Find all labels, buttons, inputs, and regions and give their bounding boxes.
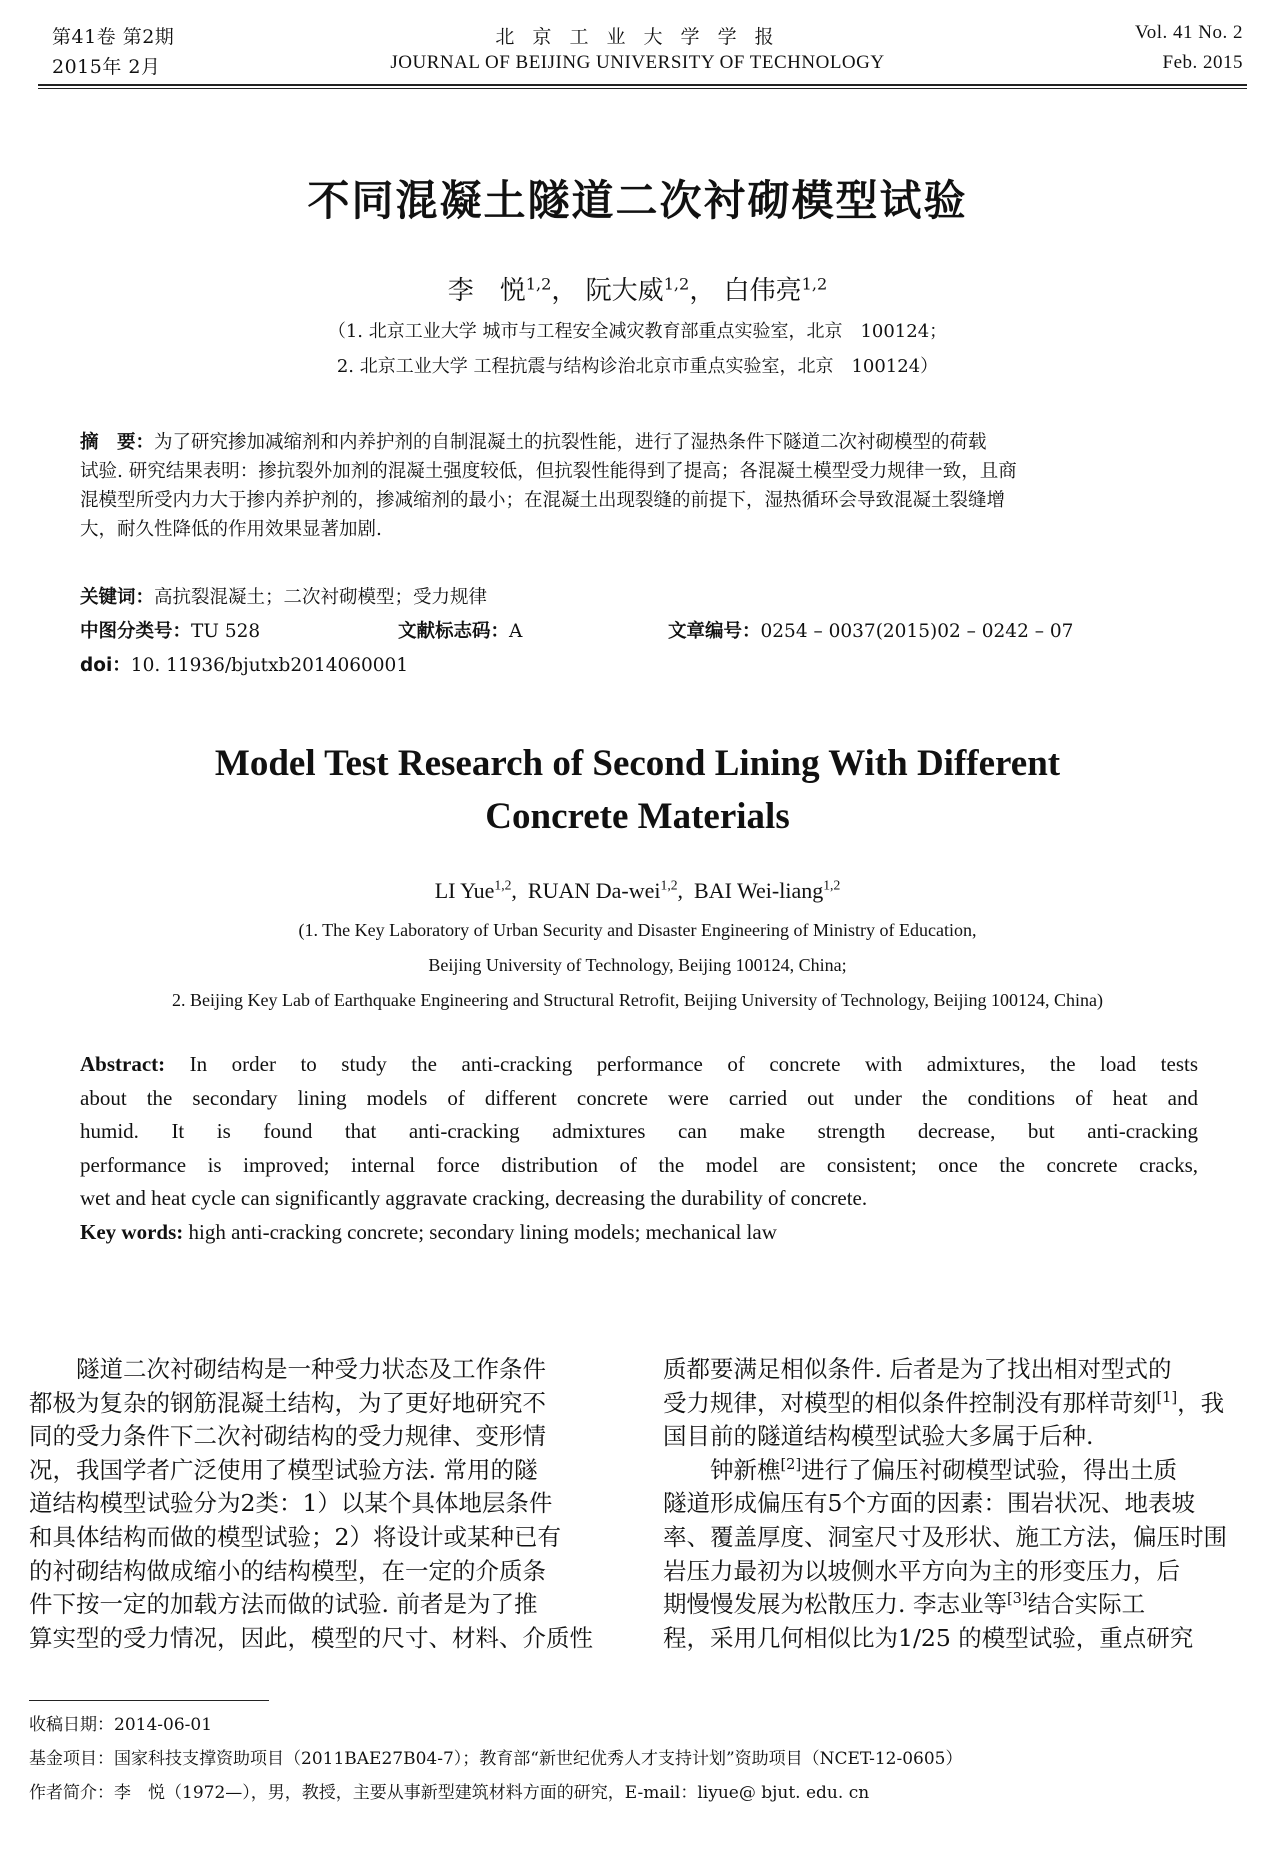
- clc-number: [80, 617, 260, 643]
- doi-value: 10. 11936/bjutxb2014060001: [130, 655, 409, 676]
- abstract-cn-line: 为了研究掺加减缩剂和内养护剂的自制混凝土的抗裂性能，进行了湿热条件下隧道二次衬砌模型的荷载: [154, 432, 987, 453]
- abstract-en-line: humid. It is found that anti-cracking admixtures can make strength decrease, but anti-cracking: [80, 1119, 1198, 1143]
- abstract-cn-line: 试验. 研究结果表明：掺抗裂外加剂的混凝土强度较低，但抗裂性能得到了提高；各混凝土模型受力规律一致，且商: [80, 461, 1017, 482]
- body-text: 受力规律，对模型的相似条件控制没有那样苛刻: [663, 1388, 1157, 1417]
- body-text: 期慢慢发展为松散压力. 李志业等: [663, 1590, 1007, 1619]
- body-line: 隧道二次衬砌结构是一种受力状态及工作条件: [29, 1355, 546, 1383]
- body-line: 的衬砌结构做成缩小的结构模型，在一定的介质条: [29, 1556, 546, 1585]
- affiliation-en-3: 2. Beijing Key Lab of Earthquake Engineering and Structural Retrofit, Beijing University of Technology, Beijing 100124, China): [171, 990, 1104, 1010]
- author-2-en: RUAN Da-wei: [527, 878, 661, 903]
- header-journal-en: JOURNAL OF BEIJING UNIVERSITY OF TECHNOLOGY: [390, 52, 885, 73]
- author-1-en: LI Yue: [434, 878, 495, 903]
- affiliation-cn-2: 2. 北京工业大学 工程抗震与结构诊治北京市重点实验室，北京 100124）: [336, 356, 939, 377]
- citation-2[interactable]: [2]: [780, 1455, 802, 1473]
- body-line: 况，我国学者广泛使用了模型试验方法. 常用的隧: [29, 1455, 538, 1484]
- header-volume: 第41卷 第2期: [52, 26, 175, 48]
- author-3-en: BAI Wei-liang: [694, 878, 824, 903]
- article-number-label: 文章编号：: [668, 621, 761, 642]
- citation-1[interactable]: [1]: [1156, 1388, 1178, 1406]
- author-1-cn: 李 悦: [447, 276, 526, 306]
- abstract-en-line: wet and heat cycle can significantly aggravate cracking, decreasing the durability of concrete.: [80, 1186, 868, 1210]
- doc-code-label: 文献标志码：: [398, 621, 510, 642]
- citation-3[interactable]: [3]: [1006, 1590, 1028, 1608]
- document-code: [398, 617, 522, 643]
- abstract-cn: [80, 428, 1198, 544]
- body-line: [663, 1588, 1253, 1622]
- author-sep: ，: [551, 276, 578, 306]
- abstract-cn-label: 摘 要：: [80, 432, 155, 453]
- author-2-sup: 1,2: [663, 274, 690, 294]
- header-rule-thin: [38, 88, 1247, 89]
- keywords-cn-value: 高抗裂混凝土；二次衬砌模型；受力规律: [154, 587, 488, 608]
- footnote-funding: 基金项目：国家科技支撑资助项目（2011BAE27B04-7）；教育部“新世纪优秀人才支持计划”资助项目（NCET-12-0605）: [29, 1749, 963, 1769]
- doi-label: doi：: [80, 655, 131, 676]
- page-title-cn: 不同混凝土隧道二次衬砌模型试验: [307, 176, 968, 225]
- header-date-en: Feb. 2015: [1162, 52, 1243, 73]
- article-number: [668, 617, 1073, 643]
- header-date-cn: 2015年 2月: [52, 56, 161, 78]
- body-line: 算实型的受力情况，因此，模型的尺寸、材料、介质性: [29, 1623, 593, 1652]
- body-text: 结合实际工: [1027, 1590, 1146, 1619]
- doc-code-value: A: [509, 621, 523, 642]
- author-1-en-sup: 1,2: [494, 877, 512, 893]
- keywords-cn: [80, 583, 487, 609]
- body-line: 件下按一定的加载方法而做的试验. 前者是为了推: [29, 1590, 538, 1619]
- abstract-en-label: Abstract:: [80, 1052, 166, 1076]
- keywords-cn-label: 关键词：: [80, 587, 155, 608]
- body-line: 质都要满足相似条件. 后者是为了找出相对型式的: [663, 1355, 1172, 1383]
- body-line: 和具体结构而做的模型试验；2）将设计或某种已有: [29, 1522, 561, 1551]
- keywords-en-label: Key words:: [80, 1219, 184, 1244]
- author-sep: ，: [689, 276, 716, 306]
- affiliation-en-2: Beijing University of Technology, Beijing 100124, China;: [428, 955, 847, 975]
- body-line: [663, 1454, 1253, 1488]
- author-3-en-sup: 1,2: [823, 877, 841, 893]
- author-3-cn: 白伟亮: [723, 276, 802, 306]
- affiliation-cn-1: （1. 北京工业大学 城市与工程安全减灾教育部重点实验室，北京 100124；: [327, 321, 948, 342]
- footnote-author-bio: 作者简介：李 悦（1972—），男，教授，主要从事新型建筑材料方面的研究，E-mail：liyue@ bjut. edu. cn: [29, 1783, 870, 1803]
- body-column-right: [663, 1353, 1253, 1655]
- body-line: 都极为复杂的钢筋混凝土结构，为了更好地研究不: [29, 1388, 546, 1417]
- author-3-sup: 1,2: [801, 274, 828, 294]
- header-journal-cn: 北 京 工 业 大 学 学 报: [495, 26, 780, 48]
- abstract-cn-line: 大，耐久性降低的作用效果显著加剧.: [80, 519, 382, 540]
- footnote-rule: [29, 1700, 269, 1701]
- body-text: ，我: [1177, 1388, 1225, 1417]
- author-2-cn: 阮大威: [585, 276, 664, 306]
- header-vol-no: Vol. 41 No. 2: [1134, 22, 1243, 43]
- abstract-en-line: performance is improved; internal force distribution of the model are consistent; once the concrete cracks,: [80, 1152, 1198, 1177]
- clc-label: 中图分类号：: [80, 621, 192, 642]
- abstract-cn-line: 混模型所受内力大于掺内养护剂的，掺减缩剂的最小；在混凝土出现裂缝的前提下，湿热循环会导致混凝土裂缝增: [80, 490, 1006, 511]
- body-line: 程，采用几何相似比为1/25 的模型试验，重点研究: [663, 1623, 1194, 1652]
- body-line: 隧道形成偏压有5个方面的因素：围岩状况、地表坡: [663, 1489, 1195, 1518]
- abstract-en: [80, 1048, 1198, 1249]
- affiliation-en-1: (1. The Key Laboratory of Urban Security and Disaster Engineering of Ministry of Education,: [298, 920, 977, 940]
- article-number-value: 0254 – 0037(2015)02 – 0242 – 07: [760, 621, 1074, 642]
- body-text: 钟新樵: [663, 1455, 781, 1484]
- body-line: 率、覆盖厚度、洞室尺寸及形状、施工方法，偏压时围: [663, 1522, 1227, 1551]
- page-title-en-line2: Concrete Materials: [485, 796, 790, 837]
- footnote-received: 收稿日期：2014-06-01: [29, 1715, 213, 1735]
- author-2-en-sup: 1,2: [660, 877, 678, 893]
- abstract-en-line: about the secondary lining models of different concrete were carried out under the conditions of heat and: [80, 1085, 1198, 1110]
- header-rule: [38, 84, 1247, 86]
- body-line: 国目前的隧道结构模型试验大多属于后种.: [663, 1422, 1094, 1451]
- author-1-sup: 1,2: [525, 274, 552, 294]
- abstract-en-line: In order to study the anti-cracking performance of concrete with admixtures, the load tests: [189, 1052, 1199, 1076]
- authors-cn: [0, 270, 1275, 307]
- body-text: 进行了偏压衬砌模型试验，得出土质: [801, 1455, 1178, 1484]
- body-column-left: [29, 1353, 609, 1655]
- body-line: 道结构模型试验分为2类：1）以某个具体地层条件: [29, 1489, 553, 1518]
- body-line: 同的受力条件下二次衬砌结构的受力规律、变形情: [29, 1422, 546, 1451]
- page-title-en-line1: Model Test Research of Second Lining With Different: [214, 743, 1061, 784]
- clc-value: TU 528: [191, 621, 261, 642]
- authors-en: LI Yue$^{1,2}$, RUAN Da-wei$^{1,2}$, BAI Wei-liang$^{1,2}$: [434, 877, 841, 903]
- body-line: [663, 1387, 1253, 1421]
- doi: [80, 651, 408, 677]
- body-line: 岩压力最初为以坡侧水平方向为主的形变压力，后: [663, 1556, 1180, 1585]
- keywords-en-value: high anti-cracking concrete; secondary lining models; mechanical law: [188, 1219, 777, 1244]
